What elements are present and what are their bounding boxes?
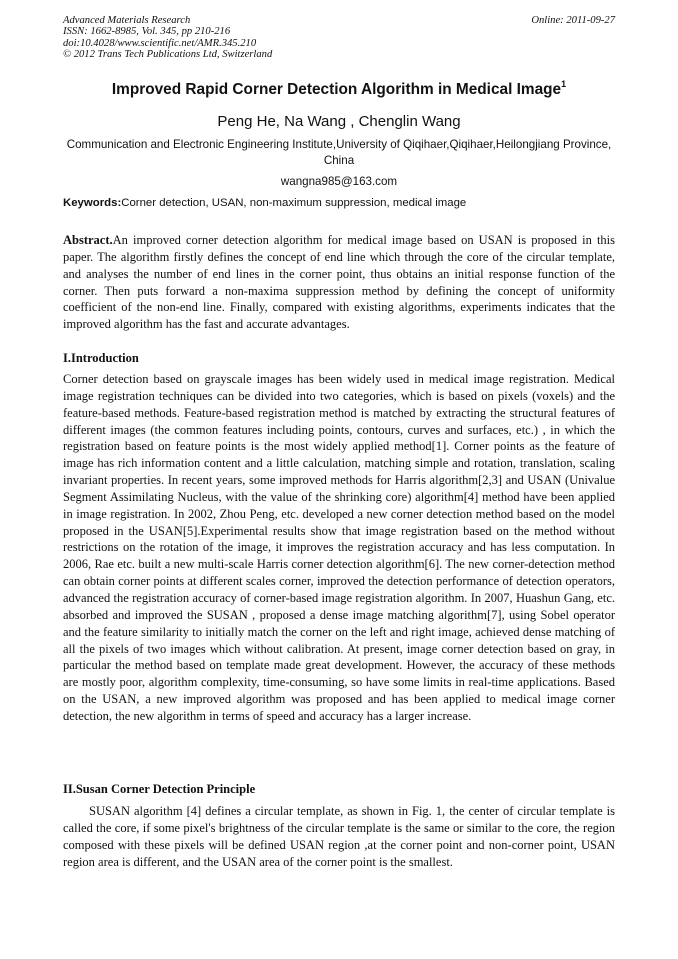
- title-footnote-marker: 1: [561, 79, 567, 89]
- paper-title-block: [40, 80, 638, 99]
- abstract-text: An improved corner detection algorithm for medical image based on USAN is proposed in this paper. The algorithm firstly defines the concept of end line which through the core of the circular template, and analyses the number of end lines in the corner point, thus obtains an initial response function of the corner. Then puts forward a non-maxima suppression method by defining the concept of uniformity coefficient of the non-end line. Finally, compared with existing algorithms, experiments indicates that the improved algorithm has the fast and accurate advantages.: [63, 233, 615, 332]
- journal-doi: doi:10.4028/www.scientific.net/AMR.345.210: [63, 37, 257, 49]
- online-date: Online: 2011-09-27: [531, 15, 615, 26]
- journal-header: [63, 15, 615, 61]
- section-heading-susan: II.Susan Corner Detection Principle: [63, 782, 256, 796]
- section-body-susan: SUSAN algorithm [4] defines a circular template, as shown in Fig. 1, the center of circular template is called the core, if some pixel's brightness of the circular template is the same or similar to the core, the region composed with these pixels will be defined USAN region ,at the corner point and non-corner point, USAN region area is different, and the USAN area of the corner point is the smallest.: [63, 804, 615, 869]
- journal-copyright: © 2012 Trans Tech Publications Ltd, Switzerland: [63, 49, 273, 61]
- author-email: wangna985@163.com: [280, 175, 398, 188]
- keywords-text: Corner detection, USAN, non-maximum suppression, medical image: [121, 197, 467, 209]
- paper-authors: Peng He, Na Wang , Chenglin Wang: [217, 113, 461, 130]
- journal-name: Advanced Materials Research: [63, 15, 191, 26]
- keywords-label: Keywords:: [63, 197, 122, 209]
- keywords-line: [63, 196, 623, 211]
- section-heading-introduction: I.Introduction: [63, 351, 139, 365]
- section-body-introduction: Corner detection based on grayscale images has been widely used in medical image registration. Medical image registration techniques can be divided into two categories, which is based on pixels (voxels) and the feature-based methods. Feature-based registration method is matched by extracting the structural features of different images (the common features including points, contours, curves and surfaces, etc.) , in which the registration based on feature points is the most widely applied method[1]. Corner points as the feature of image has rich information content and a little calculation, matching simple and rotation, translation, scaling invariant properties. In recent years, some improved methods for Harris algorithm[2,3] and USAN (Univalue Segment Assimilating Nucleus, with the value of the shrinking core) algorithm[4] method have been applied in image registration. In 2002, Zhou Peng, etc. developed a new corner detection method based on the model proposed in the USAN[5].Experimental results show that image registration based on the method without restrictions on the rotation of the image, it improves the registration accuracy and has less computation. In 2006, Rae etc. built a new multi-scale Harris corner detection algorithm[6]. The new corner-detection method can obtain corner points at different scales corner, improved the detection performance of detection operators, advanced the registration accuracy of corner-based image registration algorithm. In 2007, Huashun Gang, etc. absorbed and improved the SUSAN , proposed a dense image matching algorithm[7], using Sobel operator and the feature similarity to initially match the corner on the left and right image, achieved dense matching of all the pixels of two images which without calibration. At present, image corner detection based on gray, in particular the method based on template made great development. However, the accuracy of these methods are mostly poor, algorithm complexity, time-consuming, so have some limits in real-time applications. Based on the USAN, a new improved algorithm was proposed and has been applied to medical image corner detection, the new algorithm in terms of speed and accuracy has a larger increase.: [63, 372, 615, 723]
- abstract-label: Abstract.: [63, 233, 113, 247]
- paper-affiliation: Communication and Electronic Engineering Institute,University of Qiqihaer,Qiqihaer,Heilongjiang Province, China: [66, 138, 612, 167]
- paper-title: Improved Rapid Corner Detection Algorithm in Medical Image: [111, 81, 562, 98]
- abstract-paragraph: [63, 232, 615, 333]
- journal-issn: ISSN: 1662-8985, Vol. 345, pp 210-216: [63, 26, 231, 38]
